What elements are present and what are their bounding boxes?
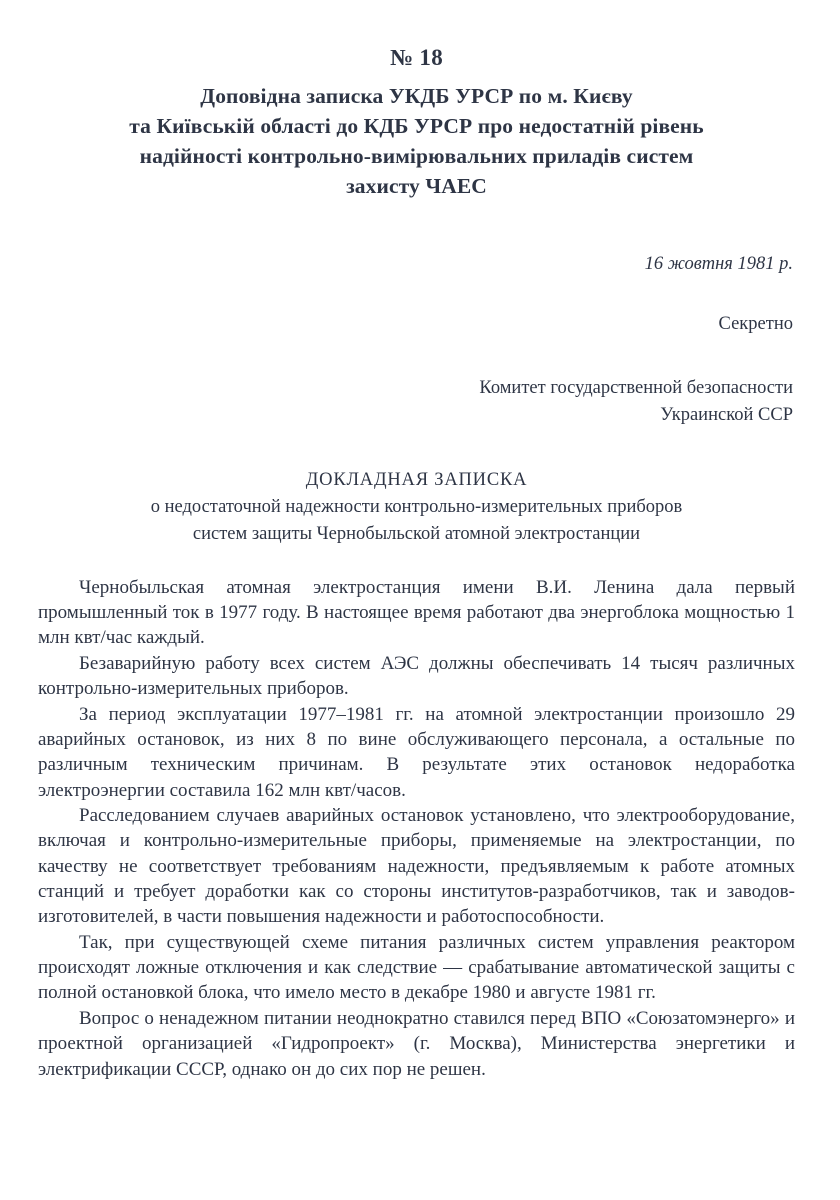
- document-title: [57, 81, 777, 201]
- subject-heading: ДОКЛАДНАЯ ЗАПИСКА: [305, 469, 528, 490]
- subject-line-2: систем защиты Чернобыльской атомной электростанции: [192, 524, 641, 545]
- secrecy-classification: Секретно: [718, 313, 793, 334]
- document-number: № 18: [389, 45, 444, 70]
- document-body: [38, 549, 795, 1082]
- addressee-line-1: Комитет государственной безопасности: [479, 377, 793, 398]
- addressee-block: [38, 335, 795, 429]
- subject-line-1: о недостаточной надежности контрольно-измерительных приборов: [150, 496, 683, 517]
- title-line-1: Доповідна записка УКДБ УРСР по м. Києву: [200, 83, 633, 108]
- body-paragraph: Чернобыльская атомная электростанция имени В.И. Ленина дала первый промышленный ток в 1977 году. В настоящее время работают два энергоблока мощностью 1 млн квт/час каждый.: [38, 576, 795, 649]
- body-paragraph: Вопрос о ненадежном питании неоднократно ставился перед ВПО «Союзатомэнерго» и проектной организацией «Гидропроект» (г. Москва), Министерства энергетики и электрификации СССР, однако он до сих пор не решен.: [38, 1007, 795, 1080]
- body-paragraph: Так, при существующей схеме питания различных систем управления реактором происходят ложные отключения и как следствие — срабатывание автоматической защиты с полной остановкой блока, что имело место в декабре 1980 и августе 1981 гг.: [38, 931, 795, 1004]
- title-line-2: та Київській області до КДБ УРСР про недостатній рівень: [129, 113, 704, 138]
- document-date: 16 жовтня 1981 р.: [644, 253, 793, 274]
- title-line-3: надійності контрольно-вимірювальних приладів систем: [139, 143, 694, 168]
- addressee-line-2: Украинской ССР: [660, 404, 793, 425]
- title-line-4: захисту ЧАЕС: [346, 173, 487, 198]
- body-paragraph: Расследованием случаев аварийных остановок установлено, что электрооборудование, включая и контрольно-измерительные приборы, применяемые на электростанции, по качеству не соответствует требованиям надежности, предъявляемым к работе атомных станций и требует доработки как со стороны институтов-разработчиков, так и заводов-изготовителей, в части повышения надежности и работоспособности.: [38, 804, 795, 928]
- subject-block: [38, 429, 795, 549]
- body-paragraph: Безаварийную работу всех систем АЭС должны обеспечивать 14 тысяч различных контрольно-измерительных приборов.: [38, 652, 795, 700]
- body-paragraph: За период эксплуатации 1977–1981 гг. на атомной электростанции произошло 29 аварийных остановок, из них 8 по вине обслуживающего персонала, а остальные по различным техническим причинам. В результате этих остановок недоработка электроэнергии составила 162 млн квт/часов.: [38, 703, 795, 801]
